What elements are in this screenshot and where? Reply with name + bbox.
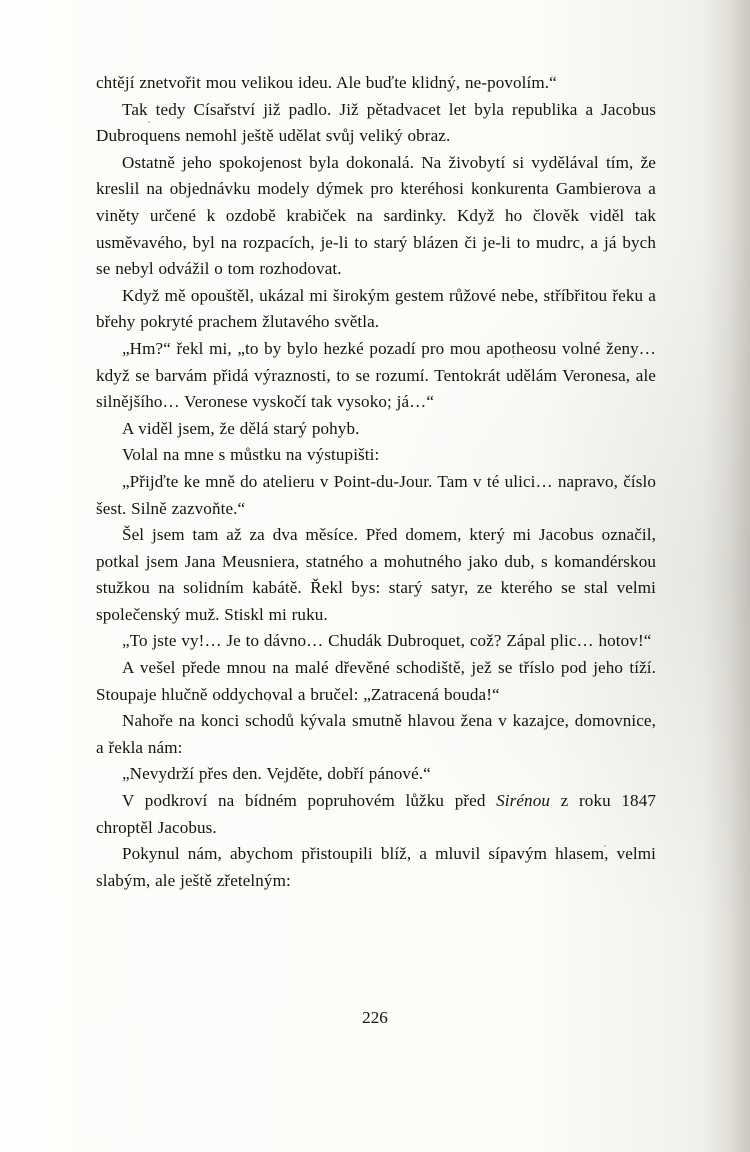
paragraph: Šel jsem tam až za dva měsíce. Před domem, který mi Jacobus označil, potkal jsem Jana Meusniera, statného a mohutného jako dub, s komandérskou stužkou na solidním kabátě. Řekl bys: starý satyr, ze kterého se stal velmi společenský muž. Stiskl mi ruku. — [96, 525, 656, 624]
paragraph-text-before-italic: V podkroví na bídném popruhovém lůžku před — [122, 791, 497, 811]
paragraph-with-italic — [96, 788, 656, 841]
paragraph-text-after-italic: z roku 1847 chroptěl Jacobus. — [96, 791, 656, 837]
paragraph: A viděl jsem, že dělá starý pohyb. — [122, 418, 360, 438]
page-number: 226 — [362, 1008, 388, 1027]
paragraph: Pokynul nám, abychom přistoupili blíž, a mluvil sípavým hlasem, velmi slabým, ale ještě zřetelným: — [96, 844, 656, 890]
page-text-body — [96, 70, 656, 894]
paragraph: „Přijďte ke mně do atelieru v Point-du-Jour. Tam v té ulici… napravo, číslo šest. Silně zazvoňte.“ — [96, 471, 656, 518]
paragraph: Tak tedy Císařství již padlo. Již pětadvacet let byla republika a Jacobus Dubroquens nemohl ještě udělat svůj veliký obraz. — [96, 99, 656, 146]
paragraph: chtějí znetvořit mou velikou ideu. Ale buďte klidný, ne-povolím.“ — [96, 73, 557, 92]
paragraph: „To jste vy!… Je to dávno… Chudák Dubroquet, což? Zápal plic… hotov!“ — [122, 631, 652, 651]
paragraph: A vešel přede mnou na malé dřevěné schodiště, jež se tříslo pod jeho tíží. Stoupaje hlučně oddychoval a bručel: „Zatracená bouda!“ — [96, 658, 656, 704]
paragraph: „Nevydrží přes den. Vejděte, dobří pánové.“ — [122, 764, 431, 784]
italic-title: Sirénou — [496, 791, 551, 811]
paragraph: Ostatně jeho spokojenost byla dokonalá. Na živobytí si vydělával tím, že kreslil na objednávku modely dýmek pro kteréhosi konkurenta Gambierova a viněty určené k ozdobě krabiček na sardinky. Když ho člověk viděl tak usměvavého, byl na rozpacích, je-li to starý blázen či je-li to mudrc, a já bych se nebyl odvážil o tom rozhodovat. — [96, 152, 656, 279]
paragraph: Nahoře na konci schodů kývala smutně hlavou žena v kazajce, domovnice, a řekla nám: — [96, 711, 656, 757]
paragraph: Volal na mne s můstku na výstupišti: — [122, 445, 380, 465]
paragraph: Když mě opouštěl, ukázal mi širokým gestem růžové nebe, stříbřitou řeku a břehy pokryté prachem žlutavého světla. — [96, 285, 656, 332]
paragraph: „Hm?“ řekl mi, „to by bylo hezké pozadí pro mou apotheosu volné ženy… když se barvám přidá výraznosti, to se rozumí. Tentokrát udělám Veronesa, ale silnějšího… Veronese vyskočí tak vysoko; já…“ — [96, 338, 656, 412]
